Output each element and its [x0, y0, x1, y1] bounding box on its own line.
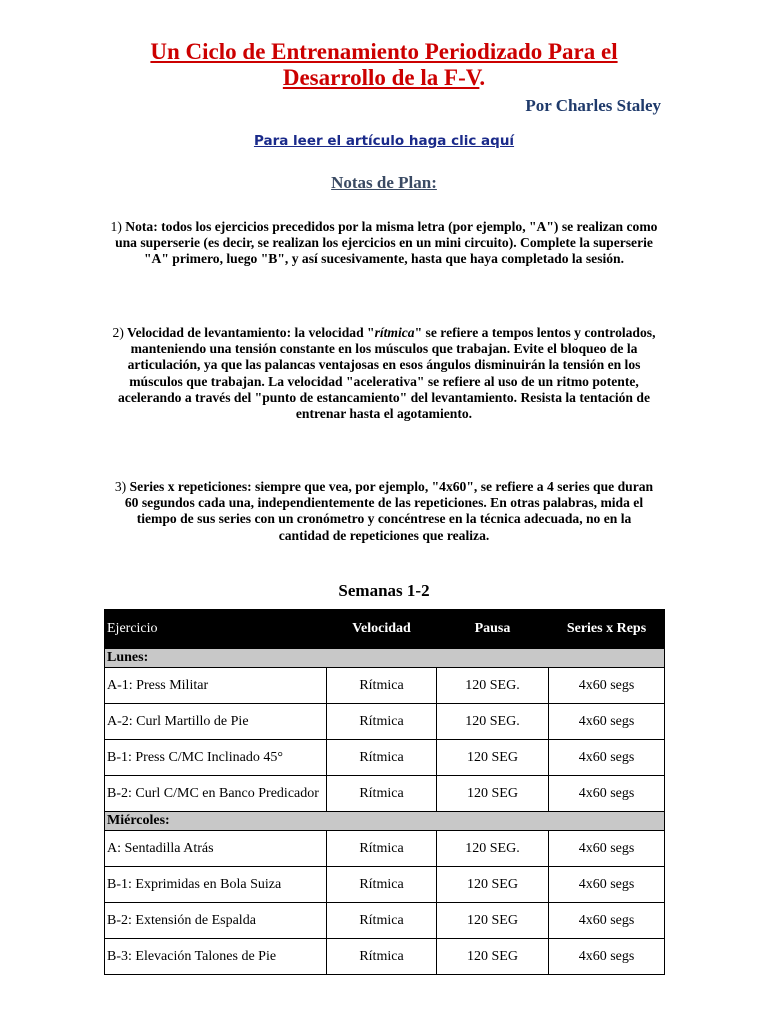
table-row: [105, 903, 665, 939]
note-1-number: 1): [110, 219, 122, 234]
rest-cell: 120 SEG.: [437, 668, 549, 704]
title-period: .: [479, 65, 486, 90]
exercise-cell: B-3: Elevación Talones de Pie: [105, 939, 327, 975]
note-2-text-after: " se refiere a tempos lentos y controlados, manteniendo una tensión constante en los músculos que trabajan. Evite el bloqueo de la articulación, ya que las palancas ventajosas en esos ángulos disminuirán la tensión en los músculos que trabajan. La velocidad "acelerativa" se refiere al uso de un ritmo potente, acelerando a través del "punto de estancamiento" del levantamiento. Resista la tentación de entrenar hasta el agotamiento.: [118, 325, 656, 422]
speed-cell: Rítmica: [327, 939, 437, 975]
author-byline: Por Charles Staley: [525, 96, 661, 115]
speed-cell: Rítmica: [327, 776, 437, 812]
speed-cell: Rítmica: [327, 740, 437, 776]
note-2: [110, 325, 658, 422]
header-pausa: Pausa: [437, 610, 549, 649]
sets-cell: 4x60 segs: [549, 831, 665, 867]
speed-cell: Rítmica: [327, 831, 437, 867]
speed-cell: Rítmica: [327, 867, 437, 903]
header-velocidad: Velocidad: [327, 610, 437, 649]
exercise-cell: B-1: Exprimidas en Bola Suiza: [105, 867, 327, 903]
table-row: [105, 776, 665, 812]
table-row: [105, 939, 665, 975]
table-row: [105, 704, 665, 740]
sets-cell: 4x60 segs: [549, 903, 665, 939]
speed-cell: Rítmica: [327, 668, 437, 704]
speed-cell: Rítmica: [327, 704, 437, 740]
note-1-text: Nota: todos los ejercicios precedidos por la misma letra (por ejemplo, "A") se realizan como una superserie (es decir, se realizan los ejercicios en un mini circuito). Complete la superserie "A" primero, luego "B", y así sucesivamente, hasta que haya completado la sesión.: [115, 219, 658, 267]
sets-cell: 4x60 segs: [549, 704, 665, 740]
rest-cell: 120 SEG: [437, 867, 549, 903]
note-2-italic-term: rítmica: [374, 325, 415, 340]
sets-cell: 4x60 segs: [549, 668, 665, 704]
table-row: [105, 867, 665, 903]
note-3: [110, 479, 658, 544]
header-series: Series x Reps: [549, 610, 665, 649]
table-header-row: [105, 610, 665, 649]
note-3-number: 3): [114, 479, 127, 494]
rest-cell: 120 SEG.: [437, 704, 549, 740]
training-table: [104, 609, 665, 975]
rest-cell: 120 SEG.: [437, 831, 549, 867]
exercise-cell: A-2: Curl Martillo de Pie: [105, 704, 327, 740]
rest-cell: 120 SEG: [437, 939, 549, 975]
exercise-cell: B-2: Extensión de Espalda: [105, 903, 327, 939]
table-row: [105, 740, 665, 776]
exercise-cell: B-1: Press C/MC Inclinado 45°: [105, 740, 327, 776]
rest-cell: 120 SEG: [437, 740, 549, 776]
note-2-text-before: Velocidad de levantamiento: la velocidad ": [127, 325, 375, 340]
exercise-cell: B-2: Curl C/MC en Banco Predicador: [105, 776, 327, 812]
read-article-link[interactable]: Para leer el artículo haga clic aquí: [253, 133, 515, 149]
table-row: [105, 668, 665, 704]
speed-cell: Rítmica: [327, 903, 437, 939]
day-label: Lunes:: [105, 649, 665, 668]
note-1: [110, 219, 658, 268]
note-3-text: Series x repeticiones: siempre que vea, por ejemplo, "4x60", se refiere a 4 series que duran 60 segundos cada una, independientemente de las repeticiones. En otras palabras, mida el tiempo de sus series con un cronómetro y concéntrese en la técnica adecuada, no en la cantidad de repeticiones que realiza.: [124, 479, 654, 543]
title-line-1: Un Ciclo de Entrenamiento Periodizado Para el: [150, 39, 618, 64]
sets-cell: 4x60 segs: [549, 867, 665, 903]
exercise-cell: A-1: Press Militar: [105, 668, 327, 704]
day-section-lunes: [105, 649, 665, 668]
day-label: Miércoles:: [105, 812, 665, 831]
exercise-cell: A: Sentadilla Atrás: [105, 831, 327, 867]
header-ejercicio: Ejercicio: [105, 610, 327, 649]
sets-cell: 4x60 segs: [549, 740, 665, 776]
rest-cell: 120 SEG: [437, 776, 549, 812]
document-title: [0, 39, 768, 91]
note-2-number: 2): [112, 325, 124, 340]
title-line-2: Desarrollo de la F-V: [282, 65, 480, 90]
sets-cell: 4x60 segs: [549, 776, 665, 812]
table-row: [105, 831, 665, 867]
week-heading: Semanas 1-2: [338, 581, 430, 600]
rest-cell: 120 SEG: [437, 903, 549, 939]
sets-cell: 4x60 segs: [549, 939, 665, 975]
notes-heading: Notas de Plan:: [331, 173, 437, 192]
day-section-miercoles: [105, 812, 665, 831]
